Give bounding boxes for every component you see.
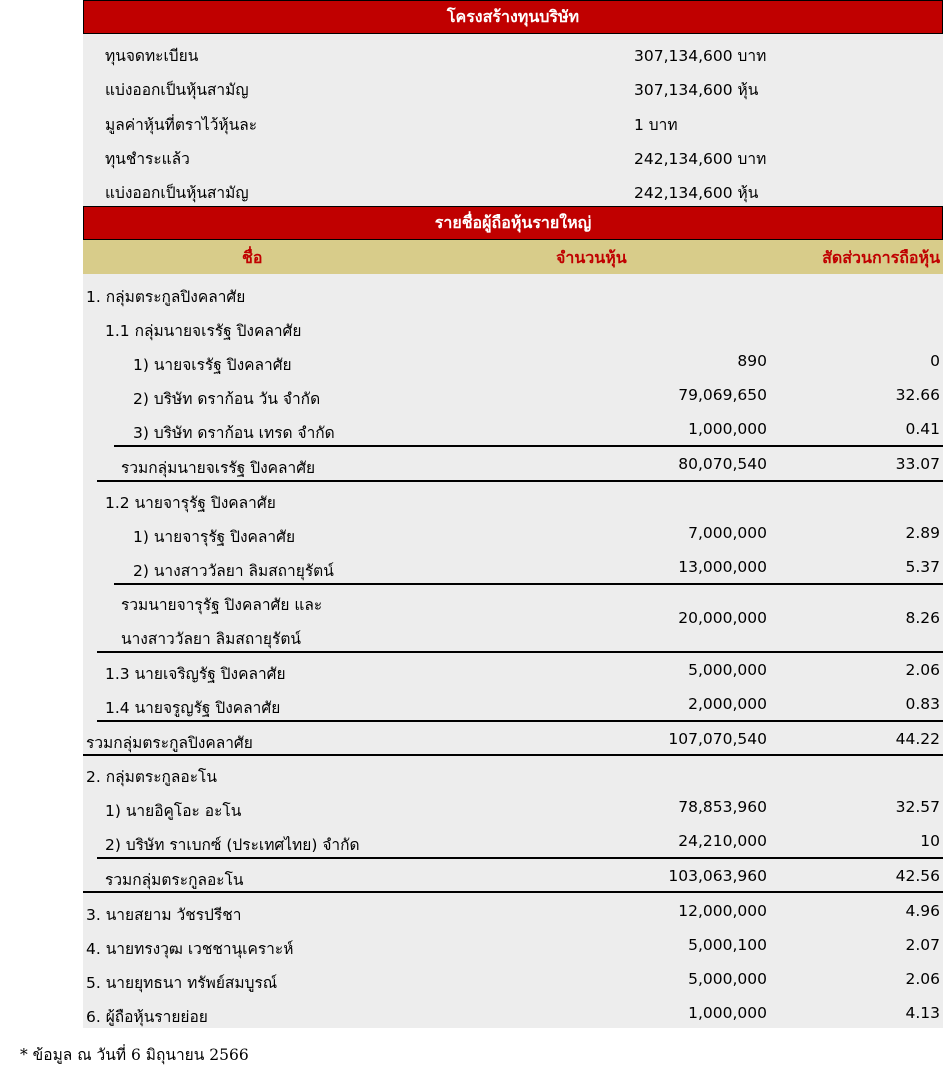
table-row	[83, 310, 943, 344]
row-shares: 2,000,000	[688, 695, 767, 713]
row-shares: 5,000,000	[688, 970, 767, 988]
row-pct: 32.66	[895, 386, 940, 404]
row-name: 3. นายสยาม วัชรปรีชา	[86, 906, 242, 924]
subtotal-row	[83, 447, 943, 481]
row-shares: 1,000,000	[688, 420, 767, 438]
header-name: ชื่อ	[242, 248, 263, 267]
row-shares: 20,000,000	[678, 609, 767, 627]
row-pct: 2.89	[905, 524, 940, 542]
row-shares: 5,000,000	[688, 661, 767, 679]
capital-label: ทุนชำระแล้ว	[105, 150, 190, 168]
table-header	[83, 240, 943, 274]
table-row	[83, 790, 943, 824]
table-row	[83, 928, 943, 962]
table-row	[83, 344, 943, 378]
capital-label: แบ่งออกเป็นหุ้นสามัญ	[105, 184, 249, 202]
table-row	[83, 824, 943, 858]
row-name: รวมนายจารุรัฐ ปิงคลาศัย และ	[121, 596, 323, 614]
row-name: 3) บริษัท ดราก้อน เทรด จำกัด	[133, 424, 335, 442]
header-shares: จำนวนหุ้น	[556, 248, 627, 267]
capital-label: แบ่งออกเป็นหุ้นสามัญ	[105, 81, 249, 99]
row-pct: 4.13	[905, 1004, 940, 1022]
row-name: 2) บริษัท ราเบกซ์ (ประเทศไทย) จำกัด	[105, 836, 360, 854]
row-name: 2. กลุ่มตระกูลอะโน	[86, 768, 217, 786]
table-row	[83, 516, 943, 550]
footnote: * ข้อมูล ณ วันที่ 6 มิถุนายน 2566	[20, 1046, 249, 1064]
table-row	[83, 756, 943, 790]
table-row	[83, 378, 943, 412]
row-shares: 80,070,540	[678, 455, 767, 473]
row-pct: 2.07	[905, 936, 940, 954]
row-name-line2: นางสาววัลยา ลิมสถายุรัตน์	[121, 630, 301, 648]
row-pct: 0.41	[905, 420, 940, 438]
row-shares: 1,000,000	[688, 1004, 767, 1022]
table-row	[83, 687, 943, 721]
capital-value: 242,134,600 บาท	[634, 150, 767, 168]
capital-row	[83, 174, 943, 208]
row-shares: 103,063,960	[668, 867, 767, 885]
row-name: รวมกลุ่มตระกูลปิงคลาศัย	[86, 734, 253, 752]
row-name: 1) นายจเรรัฐ ปิงคลาศัย	[133, 356, 292, 374]
row-shares: 79,069,650	[678, 386, 767, 404]
table-row	[83, 894, 943, 928]
row-shares: 5,000,100	[688, 936, 767, 954]
subtotal-row	[83, 859, 943, 893]
table-row	[83, 412, 943, 446]
table-row	[83, 653, 943, 687]
row-shares: 107,070,540	[668, 730, 767, 748]
capital-row	[83, 71, 943, 105]
capital-label: ทุนจดทะเบียน	[105, 47, 199, 65]
table-row	[83, 276, 943, 310]
row-name: 1.3 นายเจริญรัฐ ปิงคลาศัย	[105, 665, 286, 683]
row-shares: 890	[737, 352, 767, 370]
table-row	[83, 550, 943, 584]
row-name: 2) บริษัท ดราก้อน วัน จำกัด	[133, 390, 321, 408]
capital-title-bar: โครงสร้างทุนบริษัท	[83, 0, 943, 34]
header-pct: สัดส่วนการถือหุ้น	[822, 248, 940, 267]
row-name: 1) นายอิคูโอะ อะโน	[105, 802, 242, 820]
row-name: รวมกลุ่มตระกูลอะโน	[105, 871, 244, 889]
capital-value: 242,134,600 หุ้น	[634, 184, 759, 202]
row-name: 1.4 นายจรูญรัฐ ปิงคลาศัย	[105, 699, 281, 717]
row-pct: 2.06	[905, 970, 940, 988]
row-name: 6. ผู้ถือหุ้นรายย่อย	[86, 1008, 208, 1026]
row-shares: 78,853,960	[678, 798, 767, 816]
row-pct: 0	[930, 352, 940, 370]
subtotal-row	[83, 584, 943, 652]
row-name: รวมกลุ่มนายจเรรัฐ ปิงคลาศัย	[121, 459, 316, 477]
table-row	[83, 482, 943, 516]
row-pct: 44.22	[895, 730, 940, 748]
row-name: 4. นายทรงวุฒ เวชชานุเคราะห์	[86, 940, 294, 958]
row-pct: 10	[920, 832, 940, 850]
capital-value: 1 บาท	[634, 116, 678, 134]
row-pct: 0.83	[905, 695, 940, 713]
capital-row	[83, 37, 943, 71]
row-name: 1. กลุ่มตระกูลปิงคลาศัย	[86, 288, 246, 306]
capital-value: 307,134,600 บาท	[634, 47, 767, 65]
row-pct: 32.57	[895, 798, 940, 816]
capital-value: 307,134,600 หุ้น	[634, 81, 759, 99]
capital-label: มูลค่าหุ้นที่ตราไว้หุ้นละ	[105, 116, 258, 134]
row-name: 1.1 กลุ่มนายจเรรัฐ ปิงคลาศัย	[105, 322, 302, 340]
row-name: 5. นายยุทธนา ทรัพย์สมบูรณ์	[86, 974, 278, 992]
capital-row	[83, 140, 943, 174]
row-pct: 5.37	[905, 558, 940, 576]
row-pct: 2.06	[905, 661, 940, 679]
row-shares: 12,000,000	[678, 902, 767, 920]
row-pct: 42.56	[895, 867, 940, 885]
row-shares: 24,210,000	[678, 832, 767, 850]
row-pct: 8.26	[905, 609, 940, 627]
row-name: 1.2 นายจารุรัฐ ปิงคลาศัย	[105, 494, 276, 512]
table-row	[83, 996, 943, 1030]
row-name: 2) นางสาววัลยา ลิมสถายุรัตน์	[133, 562, 334, 580]
shareholders-title-bar: รายชื่อผู้ถือหุ้นรายใหญ่	[83, 206, 943, 240]
row-pct: 33.07	[895, 455, 940, 473]
capital-row	[83, 106, 943, 140]
total-row	[83, 722, 943, 756]
row-pct: 4.96	[905, 902, 940, 920]
divider	[83, 891, 943, 893]
row-name: 1) นายจารุรัฐ ปิงคลาศัย	[133, 528, 296, 546]
row-shares: 13,000,000	[678, 558, 767, 576]
table-row	[83, 962, 943, 996]
row-shares: 7,000,000	[688, 524, 767, 542]
